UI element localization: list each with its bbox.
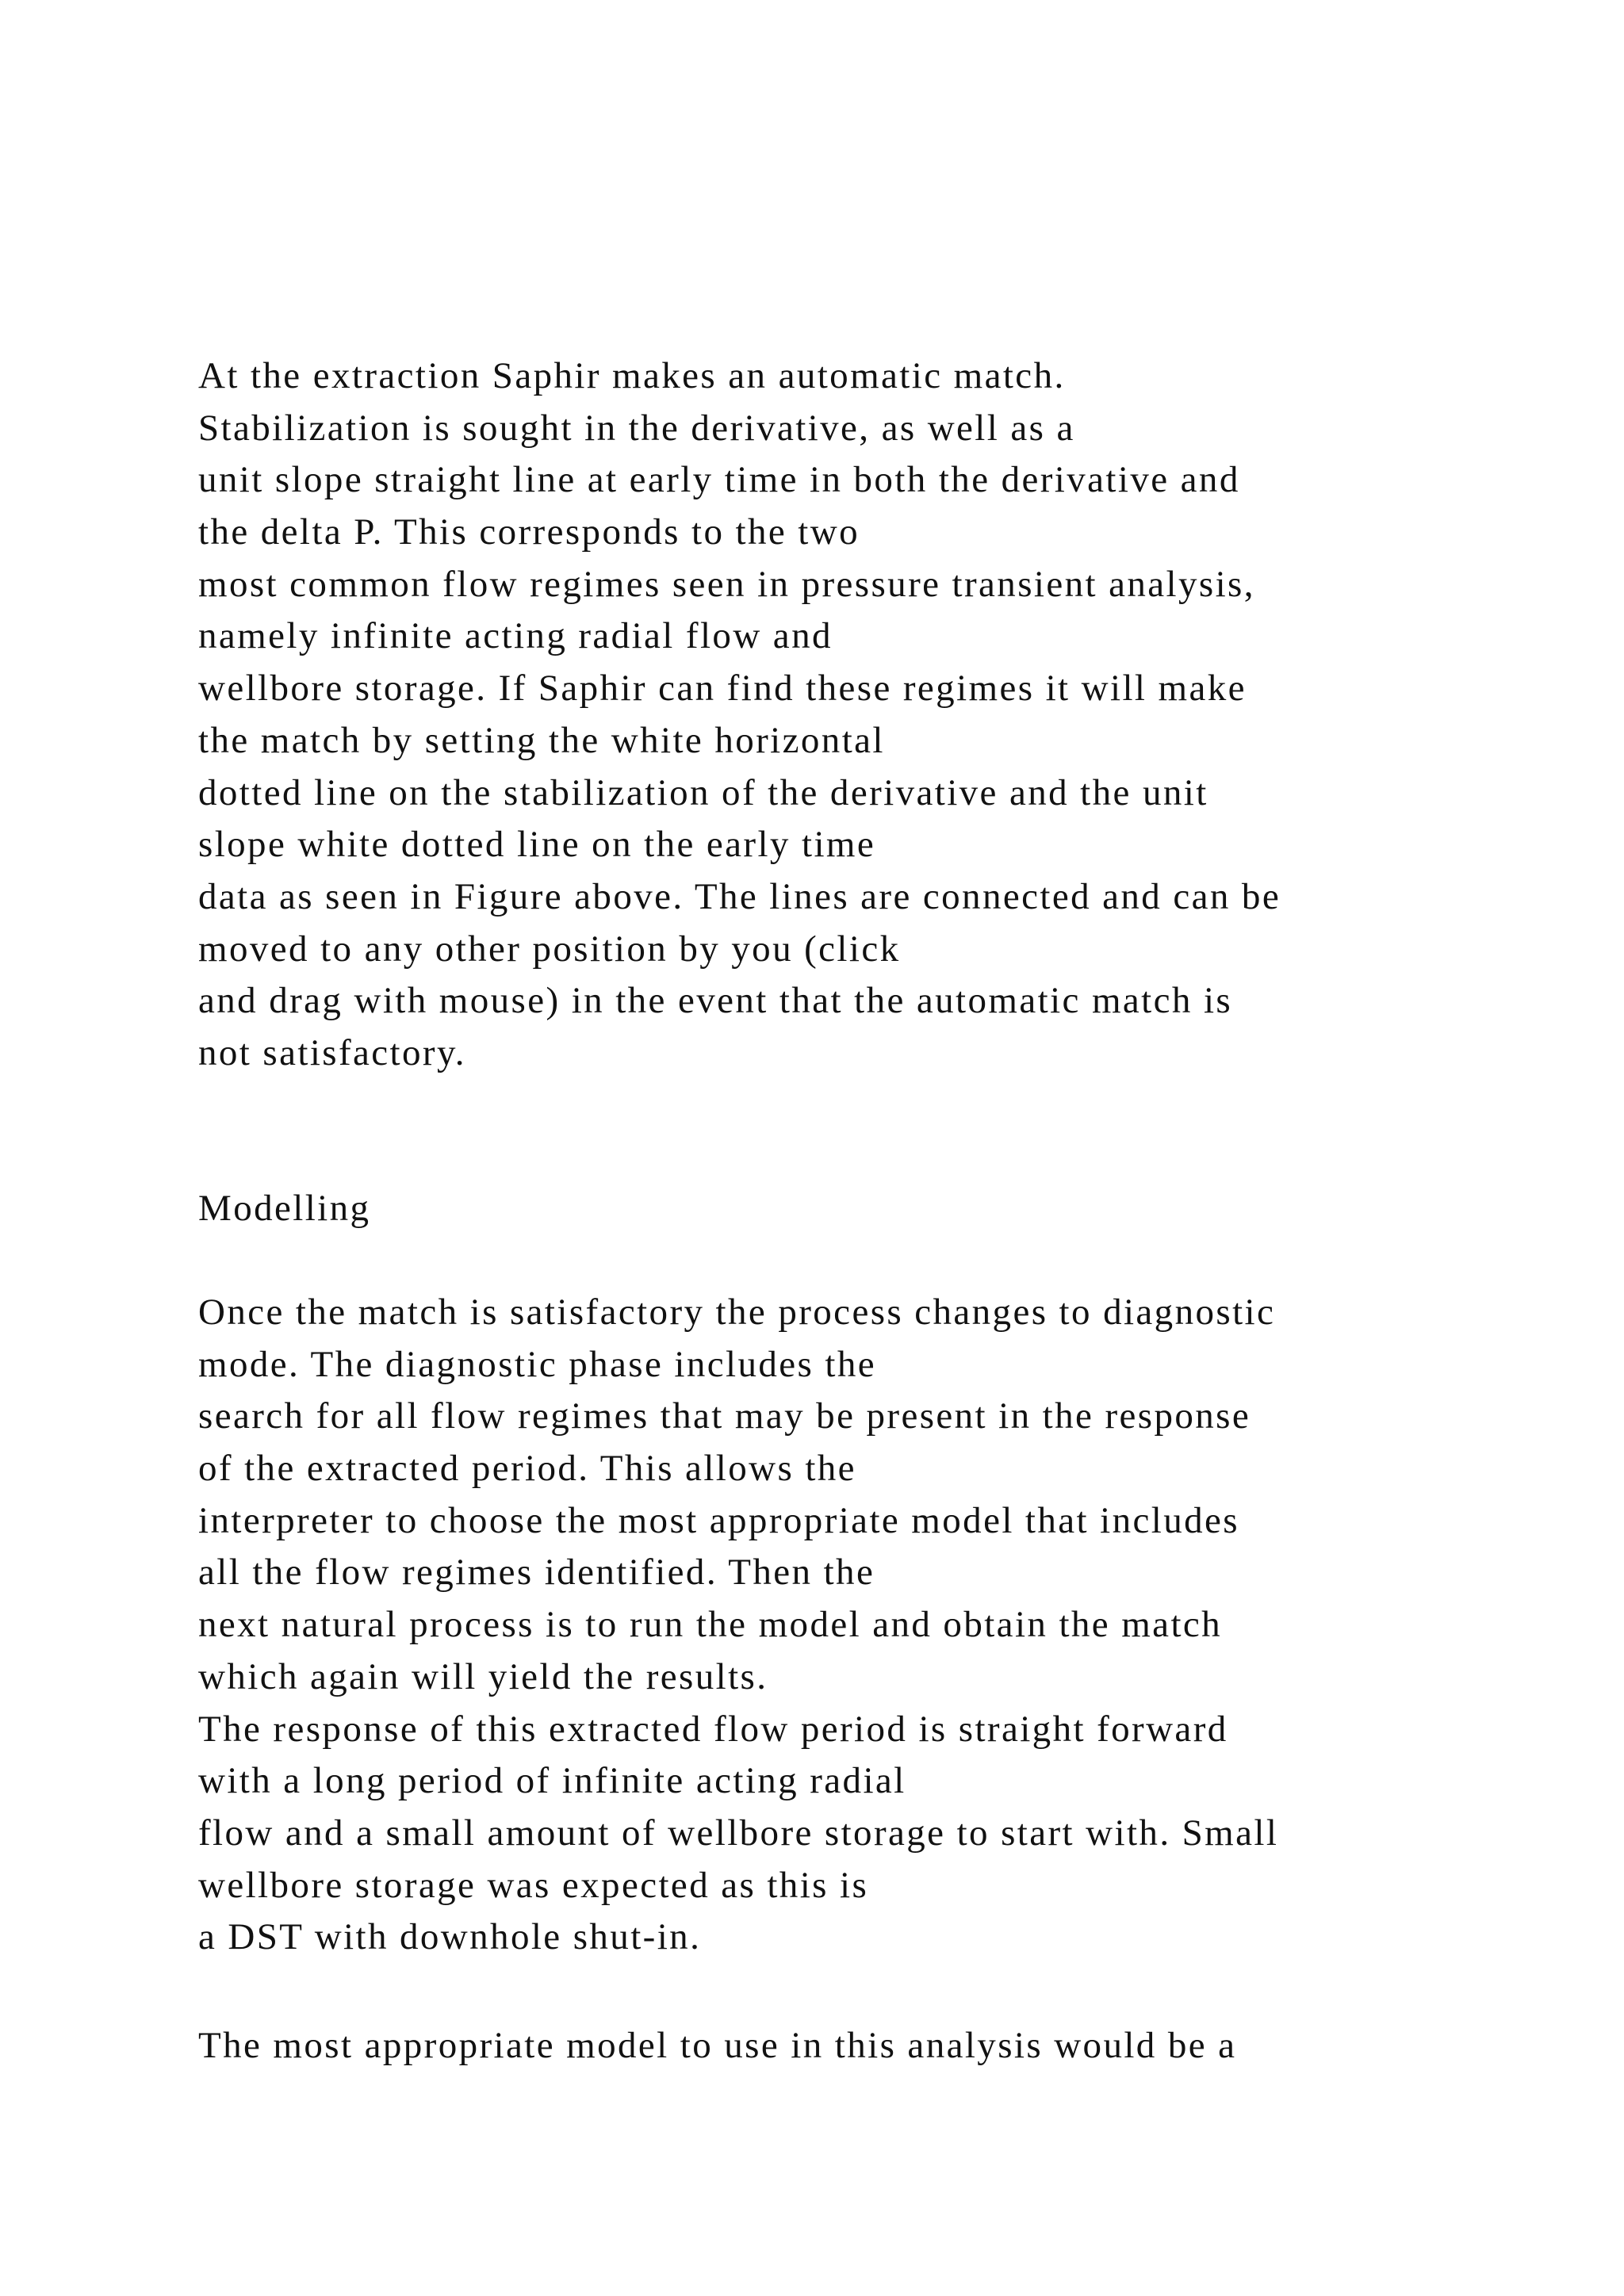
text-line: The response of this extracted flow period is straight forward — [198, 1708, 1228, 1750]
text-line: a DST with downhole shut-in. — [198, 1916, 702, 1958]
text-line: and drag with mouse) in the event that the automatic match is — [198, 980, 1233, 1022]
text-line: interpreter to choose the most appropriate model that includes — [198, 1499, 1239, 1541]
text-line: search for all flow regimes that may be present in the response — [198, 1395, 1251, 1437]
text-line: wellbore storage. If Saphir can find these regimes it will make — [198, 668, 1247, 710]
text-line: dotted line on the stabilization of the derivative and the unit — [198, 771, 1208, 813]
paragraph-appropriate-model — [198, 2020, 1546, 2072]
text-line: wellbore storage was expected as this is — [198, 1864, 869, 1906]
paragraph-diagnostic-mode — [198, 1287, 1546, 1964]
paragraph-extraction-match — [198, 350, 1546, 1080]
text-line: with a long period of infinite acting radial — [198, 1760, 906, 1802]
text-line: flow and a small amount of wellbore storage to start with. Small — [198, 1812, 1279, 1854]
text-line: not satisfactory. — [198, 1031, 466, 1073]
text-line: next natural process is to run the model and obtain the match — [198, 1604, 1223, 1646]
heading-text: Modelling — [198, 1188, 371, 1229]
text-line: the match by setting the white horizontal — [198, 719, 885, 761]
text-line: most common flow regimes seen in pressure transient analysis, — [198, 563, 1255, 605]
text-line: At the extraction Saphir makes an automatic match. — [198, 355, 1066, 396]
text-line: namely infinite acting radial flow and — [198, 615, 833, 657]
text-line: Stabilization is sought in the derivative, as well as a — [198, 407, 1075, 449]
text-line: of the extracted period. This allows the — [198, 1448, 856, 1490]
text-line: all the flow regimes identified. Then the — [198, 1552, 875, 1594]
text-line: unit slope straight line at early time in both the derivative and — [198, 459, 1240, 501]
text-line: which again will yield the results. — [198, 1655, 768, 1697]
text-line: mode. The diagnostic phase includes the — [198, 1343, 876, 1385]
text-line: the delta P. This corresponds to the two — [198, 511, 860, 553]
text-line: data as seen in Figure above. The lines are connected and can be — [198, 875, 1281, 917]
section-heading-modelling — [198, 1183, 1546, 1235]
text-line: Once the match is satisfactory the process changes to diagnostic — [198, 1292, 1276, 1333]
text-line: slope white dotted line on the early time — [198, 824, 876, 866]
text-line: The most appropriate model to use in this analysis would be a — [198, 2025, 1237, 2066]
text-line: moved to any other position by you (click — [198, 928, 901, 970]
